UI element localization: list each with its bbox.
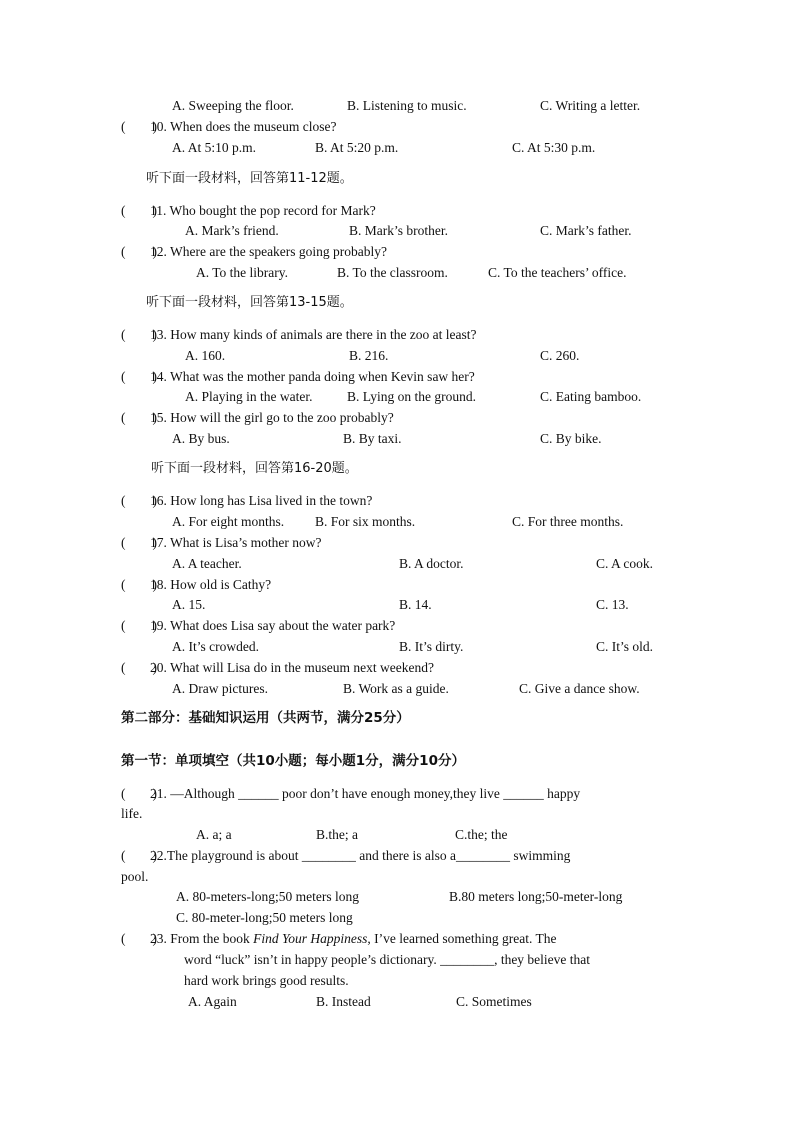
q20-stem: 20. What will Lisa do in the museum next weekend? xyxy=(150,660,434,675)
q11-option-b: B. Mark’s brother. xyxy=(349,223,448,238)
q17-option-c: C. A cook. xyxy=(596,556,654,571)
q16-stem: 16. How long has Lisa lived in the town? xyxy=(150,493,373,508)
q20-option-b: B. Work as a guide. xyxy=(343,681,449,696)
q18-option-c: C. 13. xyxy=(596,597,629,612)
q10-stem: 10. When does the museum close? xyxy=(150,119,337,134)
q14-option-c: C. Eating bamboo. xyxy=(540,389,642,404)
q18-option-a: A. 15. xyxy=(172,597,206,612)
q16-option-a: A. For eight months. xyxy=(172,514,285,529)
q20-option-c: C. Give a dance show. xyxy=(519,681,640,696)
q16-answer-blank[interactable]: ( ) xyxy=(121,493,157,508)
q22-option-c: C. 80-meter-long;50 meters long xyxy=(176,910,353,925)
q17-option-b: B. A doctor. xyxy=(399,556,464,571)
q22-stem-line2: pool. xyxy=(121,869,149,884)
q23-option-b: B. Instead xyxy=(316,994,371,1009)
q11-option-a: A. Mark’s friend. xyxy=(185,223,279,238)
q11-answer-blank[interactable]: ( ) xyxy=(121,203,157,218)
q12-option-a: A. To the library. xyxy=(196,265,289,280)
q13-stem: 13. How many kinds of animals are there in the zoo at least? xyxy=(150,327,477,342)
q19-option-b: B. It’s dirty. xyxy=(399,639,464,654)
q11-option-c: C. Mark’s father. xyxy=(540,223,632,238)
listening-intro-16-20: 听下面一段材料，回答第16-20题。 xyxy=(151,461,358,476)
q19-option-a: A. It’s crowded. xyxy=(172,639,259,654)
q11-stem: 11. Who bought the pop record for Mark? xyxy=(150,203,376,218)
q15-answer-blank[interactable]: ( ) xyxy=(121,410,157,425)
q18-answer-blank[interactable]: ( ) xyxy=(121,577,157,592)
q9-option-a: A. Sweeping the floor. xyxy=(172,98,294,113)
q14-option-b: B. Lying on the ground. xyxy=(347,389,476,404)
q23-stem-line1 xyxy=(150,931,556,947)
q21-option-c: C.the; the xyxy=(455,827,508,842)
q19-answer-blank[interactable]: ( ) xyxy=(121,618,157,633)
q9-option-b: B. Listening to music. xyxy=(347,98,467,113)
listening-intro-13-15: 听下面一段材料，回答第13-15题。 xyxy=(146,295,353,310)
q22-answer-blank[interactable]: ( ) xyxy=(121,848,157,863)
q12-answer-blank[interactable]: ( ) xyxy=(121,244,157,259)
q23-stem-pre: 23. From the book xyxy=(150,931,254,946)
q17-option-a: A. A teacher. xyxy=(172,556,242,571)
section1-title: 第一节：单项填空（共10小题；每小题1分，满分10分） xyxy=(121,753,465,769)
q13-option-b: B. 216. xyxy=(349,348,389,363)
q21-answer-blank[interactable]: ( ) xyxy=(121,786,157,801)
q13-option-c: C. 260. xyxy=(540,348,580,363)
q15-option-a: A. By bus. xyxy=(172,431,230,446)
q22-option-a: A. 80-meters-long;50 meters long xyxy=(176,889,359,904)
q21-stem-line1: 21. —Although ______ poor don’t have enough money,they live ______ happy xyxy=(150,786,581,801)
q23-option-a: A. Again xyxy=(188,994,237,1009)
q19-stem: 19. What does Lisa say about the water park? xyxy=(150,618,396,633)
q13-answer-blank[interactable]: ( ) xyxy=(121,327,157,342)
q13-option-a: A. 160. xyxy=(185,348,226,363)
q10-option-a: A. At 5:10 p.m. xyxy=(172,140,257,155)
q15-stem: 15. How will the girl go to the zoo probably? xyxy=(150,410,394,425)
q10-option-b: B. At 5:20 p.m. xyxy=(315,140,399,155)
q23-stem-line2: word “luck” isn’t in happy people’s dictionary. ________, they believe that xyxy=(184,952,591,967)
q9-option-c: C. Writing a letter. xyxy=(540,98,641,113)
listening-intro-11-12: 听下面一段材料，回答第11-12题。 xyxy=(146,171,353,186)
q23-stem-post: , I’ve learned something great. The xyxy=(367,931,557,946)
q14-answer-blank[interactable]: ( ) xyxy=(121,369,157,384)
q21-option-a: A. a; a xyxy=(196,827,232,842)
q10-answer-blank[interactable]: ( ) xyxy=(121,119,157,134)
q12-option-c: C. To the teachers’ office. xyxy=(488,265,627,280)
q14-stem: 14. What was the mother panda doing when Kevin saw her? xyxy=(150,369,475,384)
q22-option-b: B.80 meters long;50-meter-long xyxy=(449,889,623,904)
q23-book-title: Find Your Happiness xyxy=(253,931,368,946)
q12-option-b: B. To the classroom. xyxy=(337,265,448,280)
q17-answer-blank[interactable]: ( ) xyxy=(121,535,157,550)
q20-answer-blank[interactable]: ( ) xyxy=(121,660,157,675)
q18-stem: 18. How old is Cathy? xyxy=(150,577,272,592)
q21-option-b: B.the; a xyxy=(316,827,358,842)
part2-title: 第二部分：基础知识运用（共两节，满分25分） xyxy=(121,710,410,726)
q19-option-c: C. It’s old. xyxy=(596,639,654,654)
q18-option-b: B. 14. xyxy=(399,597,432,612)
q14-option-a: A. Playing in the water. xyxy=(185,389,313,404)
q15-option-b: B. By taxi. xyxy=(343,431,402,446)
q17-stem: 17. What is Lisa’s mother now? xyxy=(150,535,322,550)
q22-stem-line1: 22.The playground is about ________ and there is also a________ swimming xyxy=(150,848,571,863)
q23-answer-blank[interactable]: ( ) xyxy=(121,931,157,946)
q16-option-b: B. For six months. xyxy=(315,514,416,529)
q23-option-c: C. Sometimes xyxy=(456,994,532,1009)
q23-stem-line3: hard work brings good results. xyxy=(184,973,349,988)
q21-stem-line2: life. xyxy=(121,806,143,821)
q16-option-c: C. For three months. xyxy=(512,514,624,529)
q20-option-a: A. Draw pictures. xyxy=(172,681,268,696)
q12-stem: 12. Where are the speakers going probably? xyxy=(150,244,388,259)
q15-option-c: C. By bike. xyxy=(540,431,602,446)
q10-option-c: C. At 5:30 p.m. xyxy=(512,140,596,155)
